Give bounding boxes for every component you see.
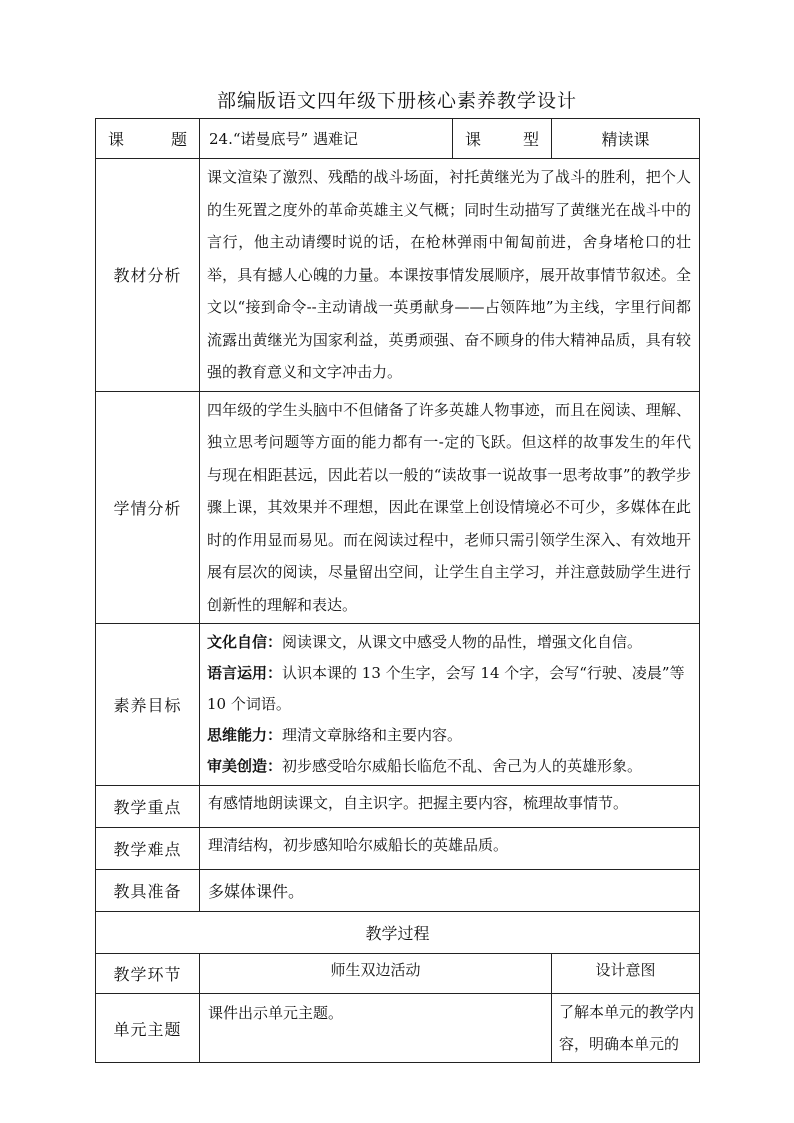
focus-row [96, 786, 700, 828]
goal-item-thinking [207, 720, 691, 751]
tools-row [96, 870, 700, 912]
student-text: 四年级的学生头脑中不但储备了许多英雄人物事迹，而且在阅读、理解、独立思考问题等方面的能力都有一-定的飞跃。但这样的故事发生的年代与现在相距甚远，因此若以一般的“读故事一说故事一思考故事”的教学步骤上课，其效果并不理想，因此在课堂上创设情境必不可少，多媒体在此时的作用显而易见。而在阅读过程中，老师只需引领学生深入、有效地开展有层次的阅读，尽量留出空间，让学生自主学习，并注意鼓励学生进行创新性的理解和表达。 [200, 391, 700, 624]
type-label: 课 型 [465, 130, 540, 149]
type-label-cell [453, 119, 552, 159]
student-label: 学情分析 [96, 391, 200, 624]
goal-name: 思维能力： [207, 726, 283, 744]
goal-name: 审美创造： [207, 757, 283, 775]
goal-text: 认识本课的 13 个生字，会写 14 个字，会写“行驶、凌晨”等 10 个词语。 [207, 664, 685, 713]
process-heading: 教学过程 [96, 912, 700, 954]
col-activity-header: 师生双边活动 [200, 954, 552, 994]
focus-label: 教学重点 [96, 786, 200, 828]
tools-text: 多媒体课件。 [200, 870, 700, 912]
focus-text: 有感情地朗读课文，自主识字。把握主要内容，梳理故事情节。 [200, 786, 700, 828]
topic-row [96, 119, 700, 159]
document-title: 部编版语文四年级下册核心素养教学设计 [216, 90, 577, 112]
goal-name: 文化自信： [207, 633, 283, 651]
process-header-row [96, 954, 700, 994]
material-label: 教材分析 [96, 159, 200, 392]
topic-value: 24.“诺曼底号” 遇难记 [200, 119, 453, 159]
process-heading-row [96, 912, 700, 954]
difficulty-row [96, 828, 700, 870]
difficulty-label: 教学难点 [96, 828, 200, 870]
difficulty-text: 理清结构，初步感知哈尔威船长的英雄品质。 [200, 828, 700, 870]
intent-cell: 了解本单元的教学内容，明确本单元的 [552, 994, 700, 1063]
goal-text: 阅读课文，从课文中感受人物的品性，增强文化自信。 [282, 633, 643, 651]
material-row [96, 159, 700, 392]
col-stage-header: 教学环节 [96, 954, 200, 994]
type-value: 精读课 [552, 119, 700, 159]
goal-text: 初步感受哈尔威船长临危不乱、舍己为人的英雄形象。 [282, 757, 643, 775]
goals-row [96, 624, 700, 786]
lesson-plan-table [95, 118, 700, 1063]
student-row [96, 391, 700, 624]
activity-cell: 课件出示单元主题。 [200, 994, 552, 1063]
material-text: 课文渲染了激烈、残酷的战斗场面，衬托黄继光为了战斗的胜利，把个人的生死置之度外的革命英雄主义气概；同时生动描写了黄继光在战斗中的言行，他主动请缨时说的话，在枪林弹雨中匍匐前进，舍身堵枪口的壮举，具有撼人心魄的力量。本课按事情发展顺序，展开故事情节叙述。全文以“接到命令--主动请战一英勇献身——占领阵地”为主线，字里行间都流露出黄继光为国家利益，英勇顽强、奋不顾身的伟大精神品质，具有较强的教育意义和文字冲击力。 [200, 159, 700, 392]
tools-label: 教具准备 [96, 870, 200, 912]
col-intent-header: 设计意图 [552, 954, 700, 994]
stage-cell: 单元主题 [96, 994, 200, 1063]
topic-label: 课 题 [108, 130, 187, 149]
goal-item-language [207, 658, 691, 720]
goal-text: 理清文章脉络和主要内容。 [282, 726, 463, 744]
goal-item-aesthetic [207, 751, 691, 782]
goal-name: 语言运用： [207, 664, 283, 682]
goals-label: 素养目标 [96, 624, 200, 786]
topic-label-cell [96, 119, 200, 159]
process-row [96, 994, 700, 1063]
goals-list [200, 624, 700, 786]
goal-item-culture [207, 627, 691, 658]
